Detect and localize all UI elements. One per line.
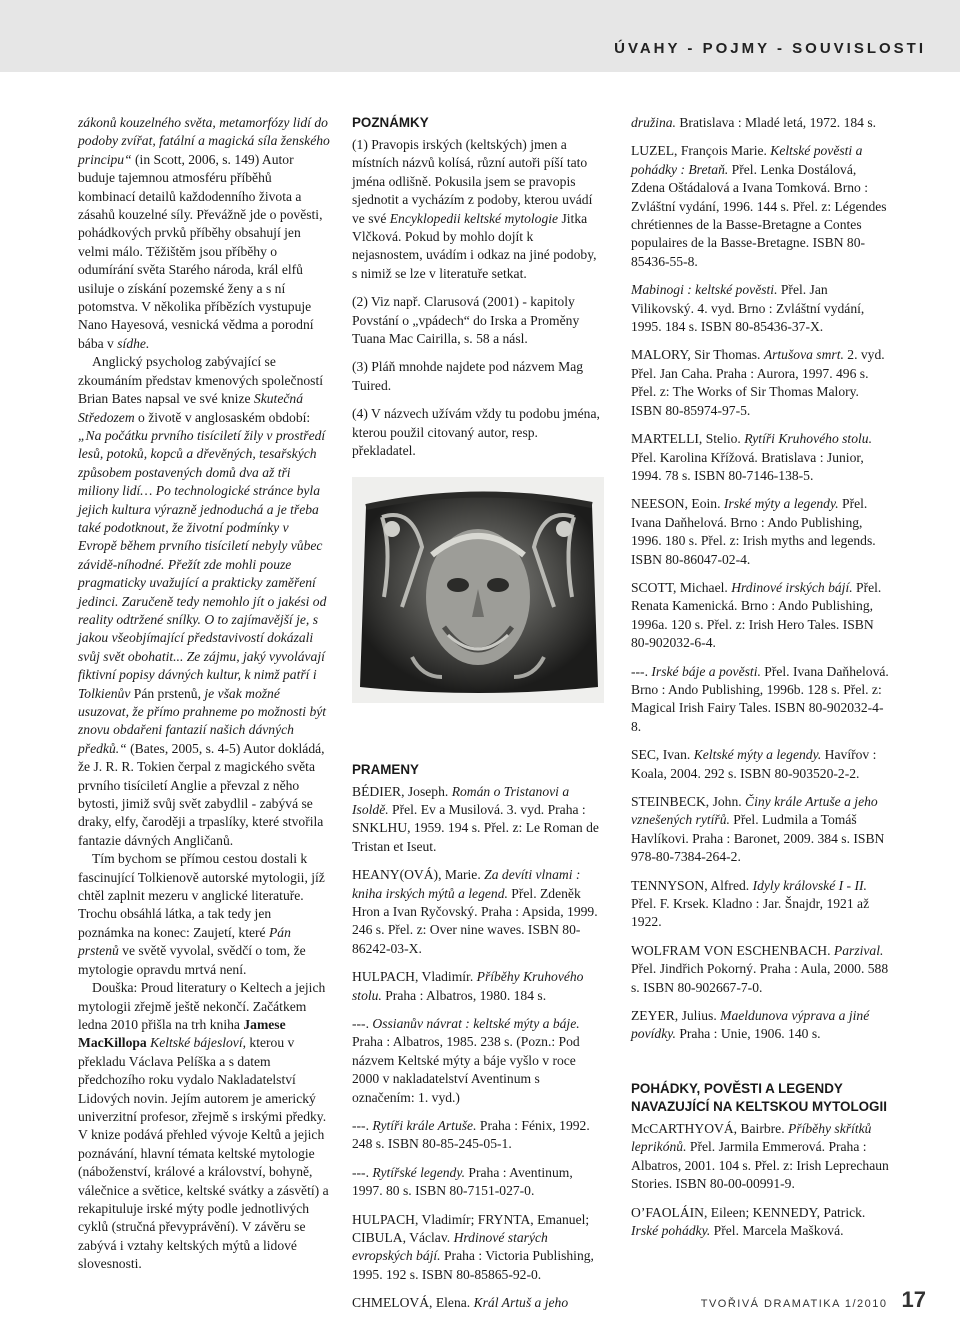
reference-item: MARTELLI, Stelio. Rytíři Kruhového stolu. Přel. Karolina Křížová. Bratislava : Junior, 1994. 78 s. ISBN 80-7146-138-5. [631,431,872,483]
reference-item: McCARTHYOVÁ, Bairbre. Příběhy skřítků leprikónů. Přel. Jarmila Emmerová. Praha : Albatros, 2001. 104 s. Přel. z: Irish Leprechaun Stories. ISBN 80-00-00991-9. [631,1120,889,1192]
reference-item: HEANY(OVÁ), Marie. Za devíti vlnami : kniha irských mýtů a legend. Přel. Zdeněk Hron a Ivan Ryčovský. Praha : Apsida, 1999. 246 s. Přel. z: Over nine waves. ISBN 80-86242-03-X. [352,867,598,956]
page-number: 17 [901,1287,926,1312]
celtic-relief-image [352,477,604,703]
sources-heading: PRAMENY [352,761,419,777]
reference-item: MALORY, Sir Thomas. Artušova smrt. 2. vyd. Přel. Jan Caha. Praha : Aurora, 1997. 496 s. Přel. z: The Works of Sir Thomas Malory. ISBN 80-85974-97-5. [631,347,885,418]
sources-list [352,783,604,1313]
notes-heading: POZNÁMKY [352,115,429,130]
reference-item: O’FAOLÁIN, Eileen; KENNEDY, Patrick. Irské pohádky. Přel. Marcela Mašková. [631,1204,866,1238]
note-3: (3) Pláň mnohde najdete pod názvem Mag Tuired. [352,359,584,393]
reference-item: družina. Bratislava : Mladé letá, 1972. 184 s. [631,115,877,130]
paragraph: zákonů kouzelného světa, metamorfózy lidí do podoby zvířat, fatální a magická síla ženského principu“ (in Scott, 2006, s. 149) Autor buduje tajemnou atmosféru příběhů kombinací detailů každodenního života a zásahů kouzelné síly. Převážně jde o pověsti, pohádkových prvků příběhy obsahují jen velmi málo. Těžištěm jsou příběhy o odumírání světa Starého národa, král elfů usiluje o získání pozemské ženy a s ní potomstva. V několika příbězích vystupuje Nano Hayesová, vesnická vědma a porodní bába v sídhe. [78,115,330,351]
reference-item: Mabinogi : keltské pověsti. Přel. Jan Vilikovský. 4. vyd. Brno : Zvláštní vydání, 1995. 184 s. ISBN 80-85436-37-X. [631,282,865,335]
reference-item: NEESON, Eoin. Irské mýty a legendy. Přel. Ivana Daňhelová. Brno : Ando Publishing, 1996. 180 s. Přel. z: Irish myths and legends. ISBN 80-86047-02-4. [631,496,876,567]
reference-item: BÉDIER, Joseph. Román o Tristanovi a Isoldě. Přel. Ev a Musilová. 3. vyd. Praha : SNKLHU, 1959. 194 s. Přel. z: Le Roman de Tristan et Iseut. [352,783,599,854]
reference-item: LUZEL, François Marie. Keltské pověsti a pohádky : Bretaň. Přel. Lenka Dostálová, Zdena Oštádalová a Ivana Tomková. Brno : Zvláštní vydání, 1996. 144 s. Přel. z: Légendes chrétiennes de la Basse-Bretagne a Contes populaires de la Basse-Bretagne. ISBN 80-85436-55-8. [631,143,887,269]
sources-list-continued [631,114,893,1044]
reference-item: STEINBECK, John. Činy krále Artuše a jeho vznešených rytířů. Přel. Ludmila a Tomáš Havlíkovi. Praha : Baronet, 2009. 384 s. ISBN 978-80-7384-264-2. [631,794,885,865]
reference-item: ---. Rytíři krále Artuše. Praha : Fénix, 1992. 248 s. ISBN 80-85-245-05-1. [352,1118,590,1152]
reference-item: ---. Irské báje a pověsti. Přel. Ivana Daňhelová. Brno : Ando Publishing, 1996b. 128 s. Přel. z: Magical Irish Fairy Tales. ISBN 80-902032-4-8. [631,663,889,734]
note-2: (2) Viz např. Clarusová (2001) - kapitoly Povstání o „vpádech“ do Irska a Proměny Tuana Mac Cairilla, s. 58 a násl. [352,294,580,347]
reference-item: ---. Rytířské legendy. Praha : Aventinum, 1997. 80 s. ISBN 80-7151-027-0. [352,1164,573,1199]
column-3 [631,114,893,1250]
note-1: (1) Pravopis irských (keltských) jmen a místních názvů kolísá, různí autoři píší tato jména odlišně. Pokusila jsem se pravopis sjednotit a vycházím z podoby, kterou uvádí ve své Encyklopedii keltské mytologie Jitka Vlčková. Pokud by mohlo dojít k nejasnostem, uvádím i odkaz na jiné podoby, s nimiž se lze v literatuře setkat. [352,137,597,281]
tales-list [631,1120,893,1240]
reference-item: CHMELOVÁ, Elena. Král Artuš a jeho [352,1295,569,1311]
reference-item: HULPACH, Vladimír; FRYNTA, Emanuel; CIBULA, Václav. Hrdinové starých evropských bájí. Praha : Victoria Publishing, 1995. 192 s. ISBN 80-85865-92-0. [352,1211,594,1282]
header-band [0,0,960,72]
reference-item: ZEYER, Julius. Maeldunova výprava a jiné povídky. Praha : Unie, 1906. 140 s. [631,1008,870,1042]
page-footer [700,1287,926,1312]
reference-item: HULPACH, Vladimír. Příběhy Kruhového stolu. Praha : Albatros, 1980. 184 s. [352,969,584,1003]
section-title: ÚVAHY - POJMY - SOUVISLOSTI [614,40,926,57]
note-4: (4) V názvech užívám vždy tu podobu jména, kterou použil citovaný autor, resp. překladatel. [352,406,600,459]
journal-name: TVOŘIVÁ DRAMATIKA 1/2010 [700,1298,888,1310]
paragraph: Tím bychom se přímou cestou dostali k fascinující Tolkienově autorské mytologii, jíž chtěl zaplnit mezeru v anglické literatuře. Trochu obsáhlá látka, a tak tedy jen poznámka na konec: Zaujetí, které Pán prstenů ve světě vyvolal, svědčí o tom, že mytologie opravdu mrtvá není. [78,851,325,977]
cauldron-face-relief [352,477,604,703]
tales-heading: POHÁDKY, POVĚSTI A LEGENDY NAVAZUJÍCÍ NA KELTSKOU MYTOLOGII [631,1080,887,1114]
paragraph: Douška: Proud literatury o Keltech a jejich mytologii zřejmě ještě nekončí. Začátkem ledna 2010 přišla na trh kniha Jamese MacKillopa Keltské bájesloví, kterou v překladu Václava Pelíška a s datem předchozího roku vydalo Nakladatelství Lidových novin. Jejím autorem je americký univerzitní profesor, zřejmě s irskými předky. V knize podává přehled vývoje Keltů a jejich poznávání, hlavní témata keltské mytologie (náboženství, králové a království, bohyně, válečnice a světice, keltské svátky a zásvětí) a rekapituluje irské mýty podle jednotlivých cyklů (stručná převyprávění). V závěru se zabývá i vztahy keltských mýtů a lidové slovesnosti. [78,980,329,1272]
reference-item: TENNYSON, Alfred. Idyly královské I - II. Přel. F. Krsek. Kladno : Jar. Šnajdr, 1921 až 1922. [631,877,870,930]
reference-item: WOLFRAM VON ESCHENBACH. Parzival. Přel. Jindřich Pokorný. Praha : Aula, 2000. 588 s. ISBN 80-902667-7-0. [631,942,889,995]
column-1 [78,114,330,1274]
reference-item: SCOTT, Michael. Hrdinové irských bájí. Přel. Renata Kamenická. Brno : Ando Publishing, 1996a. 120 s. Přel. z: Irish Hero Tales. ISBN 80-902032-6-4. [631,579,882,651]
reference-item: ---. Ossianův návrat : keltské mýty a báje. Praha : Albatros, 1985. 238 s. (Pozn.: Pod názvem Keltské mýty a báje vyšlo v roce 2000 v nakladatelství Aventinum s označením: 1. vyd.) [352,1015,580,1105]
reference-item: SEC, Ivan. Keltské mýty a legendy. Havířov : Koala, 2004. 292 s. ISBN 80-903520-2-2. [631,747,877,781]
paragraph: Anglický psycholog zabývající se zkoumáním představ kmenových společností Brian Bates napsal ve své knize Skutečná Středozem o životě v anglosaském období: „Na počátku prvního tisíciletí žily v prostředí lesů, potoků, kopců a dřevěných, tesařských způsobem postavených domů dva až tři miliony lidí… Po technologické stránce byla jejich kultura výrazně jednoduchá a je třeba také podotknout, že životní podmínky v Evropě během prvního tisíciletí nebyly vůbec závidě-níhodné. Přežít zde mohli pouze pragmaticky uvažující a prakticky zaměření jedinci. Zaručeně tedy nemohlo jít o jakési od reality odtržené snílky. O to zajímavější je, s jakou všeobjímající představivostí dokázali svůj svět obohatit... Ze zájmu, jaký vyvolávají fiktivní popisy dávných kultur, k nimž patří i Tolkienův Pán prstenů, je však možné usuzovat, že přímo prahneme po možnosti být znovu obdařeni fantazií našich dávných předků.“ (Bates, 2005, s. 4-5) Autor dokládá, že J. R. R. Tokien čerpal z magického světa prvního tisíciletí Anglie a převzal z něho bytosti, jimiž svůj svět zabydlil - zabývá se draky, elfy, čaroději a trpaslíky, které stvořila fantazie dávných Angličanů. [78,354,327,848]
column-2 [352,114,604,1323]
